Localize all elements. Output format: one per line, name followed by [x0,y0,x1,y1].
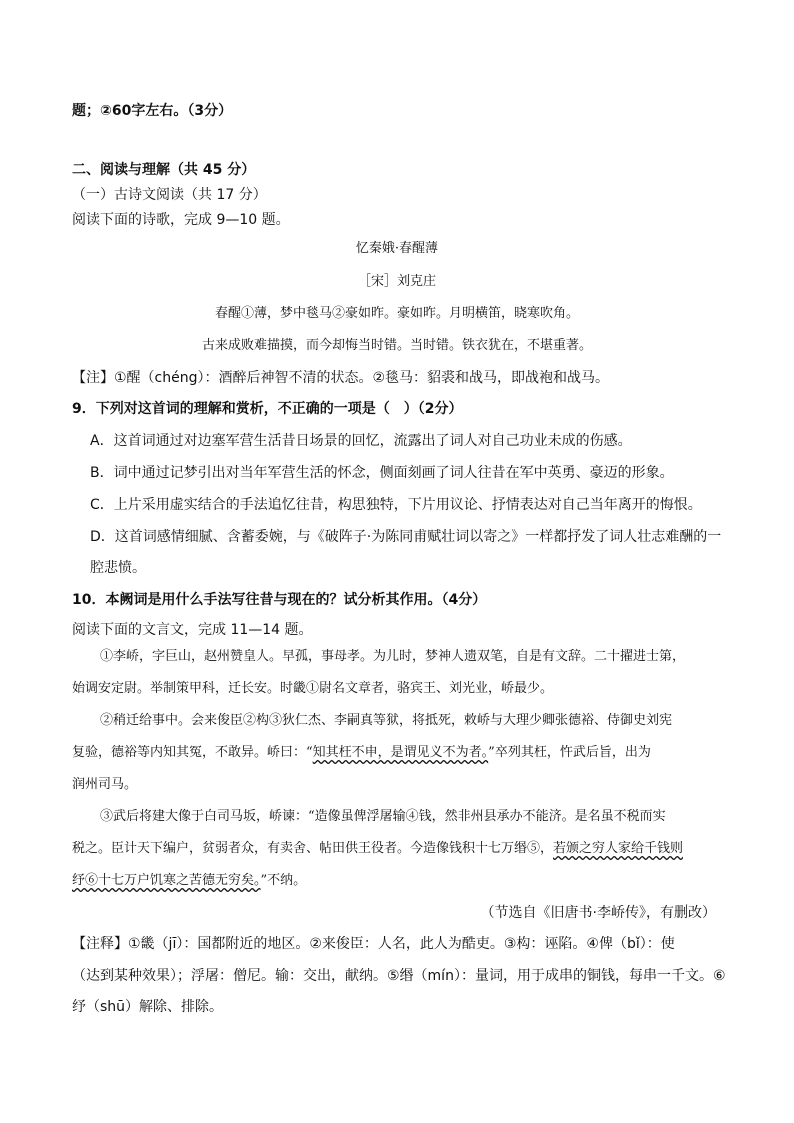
prose-instruction: 阅读下面的文言文，完成 11—14 题。 [72,622,313,638]
poem-line-1: 春醒①薄，梦中毯马②豪如昨。豪如昨。月明横笛，晓寒吹角。 [214,306,579,321]
prose-note-line-1: 【注释】①畿（jī）：国都附近的地区。②来俊臣：人名，此人为酷吏。③构：诬陷。④俾（bǐ）：使 [72,936,675,952]
q10-stem: 10．本阙词是用什么手法写往昔与现在的？试分析其作用。（4分） [72,592,487,608]
q9-option-b: B．词中通过记梦引出对当年军营生活的怀念，侧面刻画了词人往昔在军中英勇、豪迈的形象。 [90,465,674,481]
prose-p3-line-2: 税之。臣计天下编户，贫弱者众，有卖舍、帖田供王役者。今造像钱积十七万缗⑤，若颁之穷人家给千钱则 [72,841,684,856]
q9-option-d-cont: 腔悲愤。 [90,560,146,576]
prose-note-line-3: 纾（shū）解除、排除。 [72,999,224,1015]
section-heading: 二、阅读与理解（共 45 分） [72,162,256,178]
poem-instruction: 阅读下面的诗歌，完成 9—10 题。 [72,212,290,228]
underlined-sentence-1: 知其枉不申，是谓见义不为者。 [312,745,489,760]
q9-option-d: D．这首词感情细腻、含蓄委婉，与《破阵子·为陈同甫赋壮词以寄之》一样都抒发了词人壮志难酬的一 [90,529,722,545]
prose-source: （节选自《旧唐书·李峤传》，有删改） [480,905,716,921]
poem-note: 【注】①醒（chéng）：酒醉后神智不清的状态。②毯马：貂裘和战马，即战袍和战马。 [72,370,610,386]
previous-question-tail: 题；②60字左右。（3分） [72,103,233,119]
prose-p3-line-3: 纾⑥十七万户饥寒之苦德无穷矣。”不纳。 [72,873,307,888]
prose-note-line-2: （达到某种效果）；浮屠：僧尼。输：交出，献纳。⑤缗（mín）：量词，用于成串的铜钱，每串一千文。⑥ [72,968,726,984]
poem-author: ［宋］刘克庄 [357,274,436,289]
prose-p1-line-1: ①李峤，字巨山，赵州赞皇人。早孤，事母孝。为儿时，梦神人遗双笔，自是有文辞。二十擢进士第， [100,649,686,664]
q9-option-c: C．上片采用虚实结合的手法追忆往昔，构思独特，下片用议论、抒情表达对自己当年离开的悔恨。 [90,497,702,513]
poem-line-2: 古来成败难描摸，而今却悔当时错。当时错。铁衣犹在，不堪重著。 [201,338,592,353]
prose-p3-line-1: ③武后将建大像于白司马坂，峤谏：“造像虽俾浮屠输④钱，然非州县承办不能济。是名虽不税而实 [100,809,666,824]
underlined-sentence-2a: 若颁之穷人家给千钱则 [553,841,684,856]
prose-p1-line-2: 始调安定尉。举制策甲科，迁长安。时畿①尉名文章者，骆宾王、刘光业，峤最少。 [72,681,554,696]
q9-option-a: A．这首词通过对边塞军营生活昔日场景的回忆，流露出了词人对自己功业未成的伤感。 [90,433,632,449]
prose-p2-line-3: 润州司马。 [72,777,138,792]
q9-stem: 9．下列对这首词的理解和赏析，不正确的一项是（ ）（2分） [72,401,463,417]
prose-p2-line-1: ②稍迁给事中。会来俊臣②构③狄仁杰、李嗣真等狱，将抵死，敕峤与大理少卿张德裕、侍御史刘宪 [100,713,673,728]
underlined-sentence-2b: 纾⑥十七万户饥寒之苦德无穷矣。 [72,873,261,888]
sub-heading: （一）古诗文阅读（共 17 分） [72,187,267,203]
poem-title: 忆秦娥·春醒薄 [355,241,439,256]
prose-p2-line-2: 复验，德裕等内知其冤，不敢异。峤曰：“知其枉不申，是谓见义不为者。”卒列其枉，忤武后旨，出为 [72,745,651,760]
